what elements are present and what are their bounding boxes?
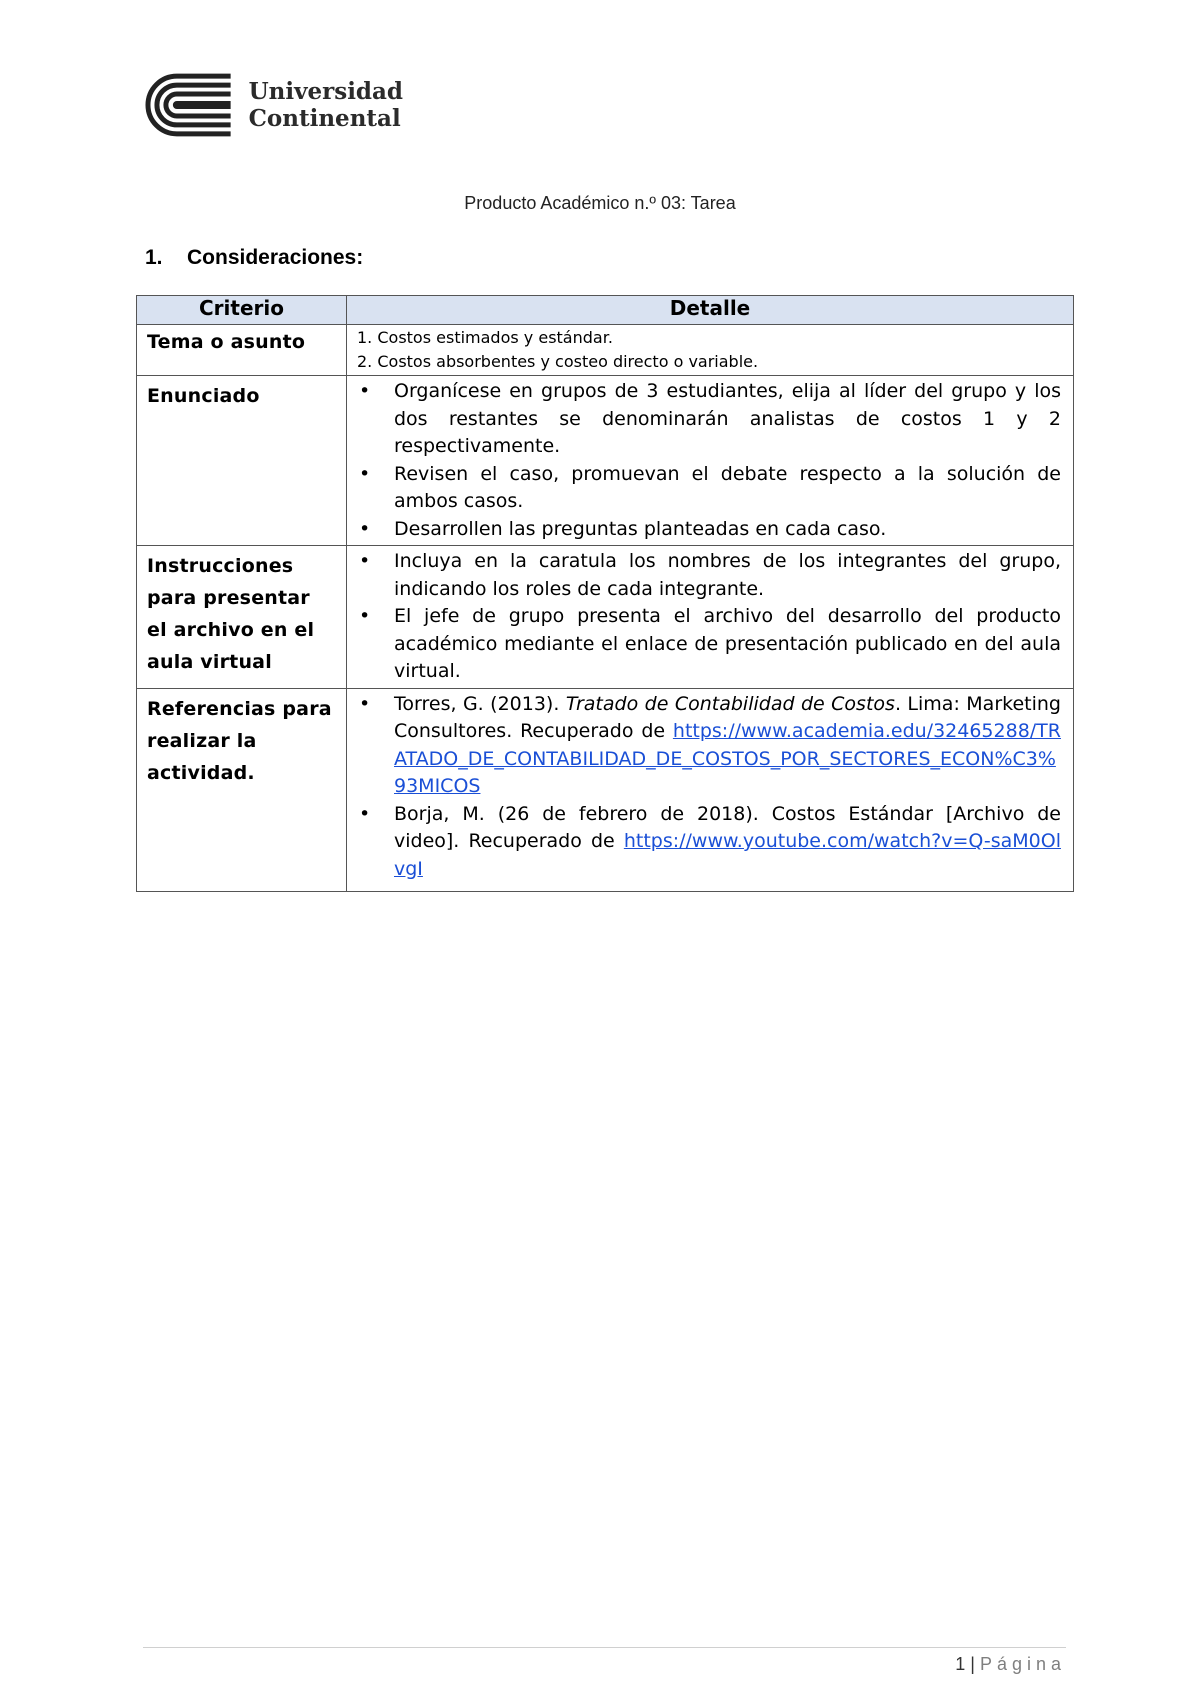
list-item xyxy=(357,461,1061,516)
table-row xyxy=(137,325,1074,376)
list-item-text: Revisen el caso, promuevan el debate respecto a la solución de ambos casos. xyxy=(394,462,1061,512)
bullet-icon: • xyxy=(359,605,371,627)
page-footer xyxy=(955,1654,1066,1675)
header-criterio: Criterio xyxy=(137,296,347,325)
list-item-text: Incluya en la caratula los nombres de los integrantes del grupo, indicando los roles de cada integrante. xyxy=(394,550,1061,600)
table-row xyxy=(137,376,1074,546)
list-item-text: Organícese en grupos de 3 estudiantes, elija al líder del grupo y los dos restantes se denominarán analistas de costos 1 y 2 respectivamente. xyxy=(394,380,1061,457)
logo-line-2: Continental xyxy=(248,105,401,132)
reference-text: . Lima: Marketing Consultores. Recuperado de xyxy=(394,692,1061,742)
list-item-text: Desarrollen las preguntas planteadas en cada caso. xyxy=(394,517,887,540)
detail-cell xyxy=(347,688,1074,892)
detail-cell xyxy=(347,546,1074,689)
university-logo-icon xyxy=(143,70,235,140)
document-title: Producto Académico n.º 03: Tarea xyxy=(464,193,736,213)
bullet-icon: • xyxy=(359,462,371,485)
list-item: 1. Costos estimados y estándar. xyxy=(357,328,613,347)
university-logo xyxy=(143,70,403,140)
bullet-icon: • xyxy=(359,517,371,540)
criterion-label: Instrucciones para presentar el archivo en el aula virtual xyxy=(137,546,347,689)
criterion-label: Enunciado xyxy=(137,376,347,546)
bullet-icon: • xyxy=(359,802,371,825)
criterion-label: Referencias para realizar la actividad. xyxy=(137,688,347,892)
reference-link[interactable]: https://www.youtube.com/watch?v=Q-saM0OlvgI xyxy=(394,830,1061,880)
section-title: Consideraciones: xyxy=(187,246,364,269)
reference-item xyxy=(357,801,1061,884)
section-heading xyxy=(145,246,363,270)
list-item xyxy=(357,516,1061,544)
header-detalle: Detalle xyxy=(347,296,1074,325)
page-number: 1 xyxy=(955,1654,966,1674)
section-number: 1. xyxy=(145,246,163,269)
logo-wordmark xyxy=(249,78,403,132)
reference-text: Torres, G. (2013). xyxy=(394,692,566,715)
criteria-table xyxy=(136,295,1074,892)
bullet-icon: • xyxy=(359,692,371,715)
bullet-icon: • xyxy=(359,380,371,402)
list-item xyxy=(357,603,1061,686)
reference-text: Borja, M. (26 de febrero de 2018). Costos Estándar [Archivo de video]. Recuperado de xyxy=(394,802,1061,852)
reference-title: Tratado de Contabilidad de Costos xyxy=(565,692,895,715)
logo-line-1: Universidad xyxy=(248,78,403,105)
table-row xyxy=(137,688,1074,892)
reference-item xyxy=(357,691,1061,801)
detail-cell xyxy=(347,376,1074,546)
footer-separator: | xyxy=(970,1654,975,1674)
table-row xyxy=(137,546,1074,689)
list-item xyxy=(357,378,1061,461)
criterion-label: Tema o asunto xyxy=(137,325,347,376)
list-item: 2. Costos absorbentes y costeo directo o variable. xyxy=(357,352,759,371)
table-header-row xyxy=(137,296,1074,325)
page-label: Página xyxy=(979,1654,1066,1674)
footer-divider xyxy=(143,1647,1066,1648)
bullet-icon: • xyxy=(359,550,371,572)
list-item-text: El jefe de grupo presenta el archivo del desarrollo del producto académico mediante el enlace de presentación publicado en del aula virtual. xyxy=(394,605,1061,682)
list-item xyxy=(357,548,1061,603)
reference-link[interactable]: https://www.academia.edu/32465288/TRATADO_DE_CONTABILIDAD_DE_COSTOS_POR_SECTORES_ECON%C3%93MICOS xyxy=(394,720,1061,797)
detail-cell xyxy=(347,325,1074,376)
